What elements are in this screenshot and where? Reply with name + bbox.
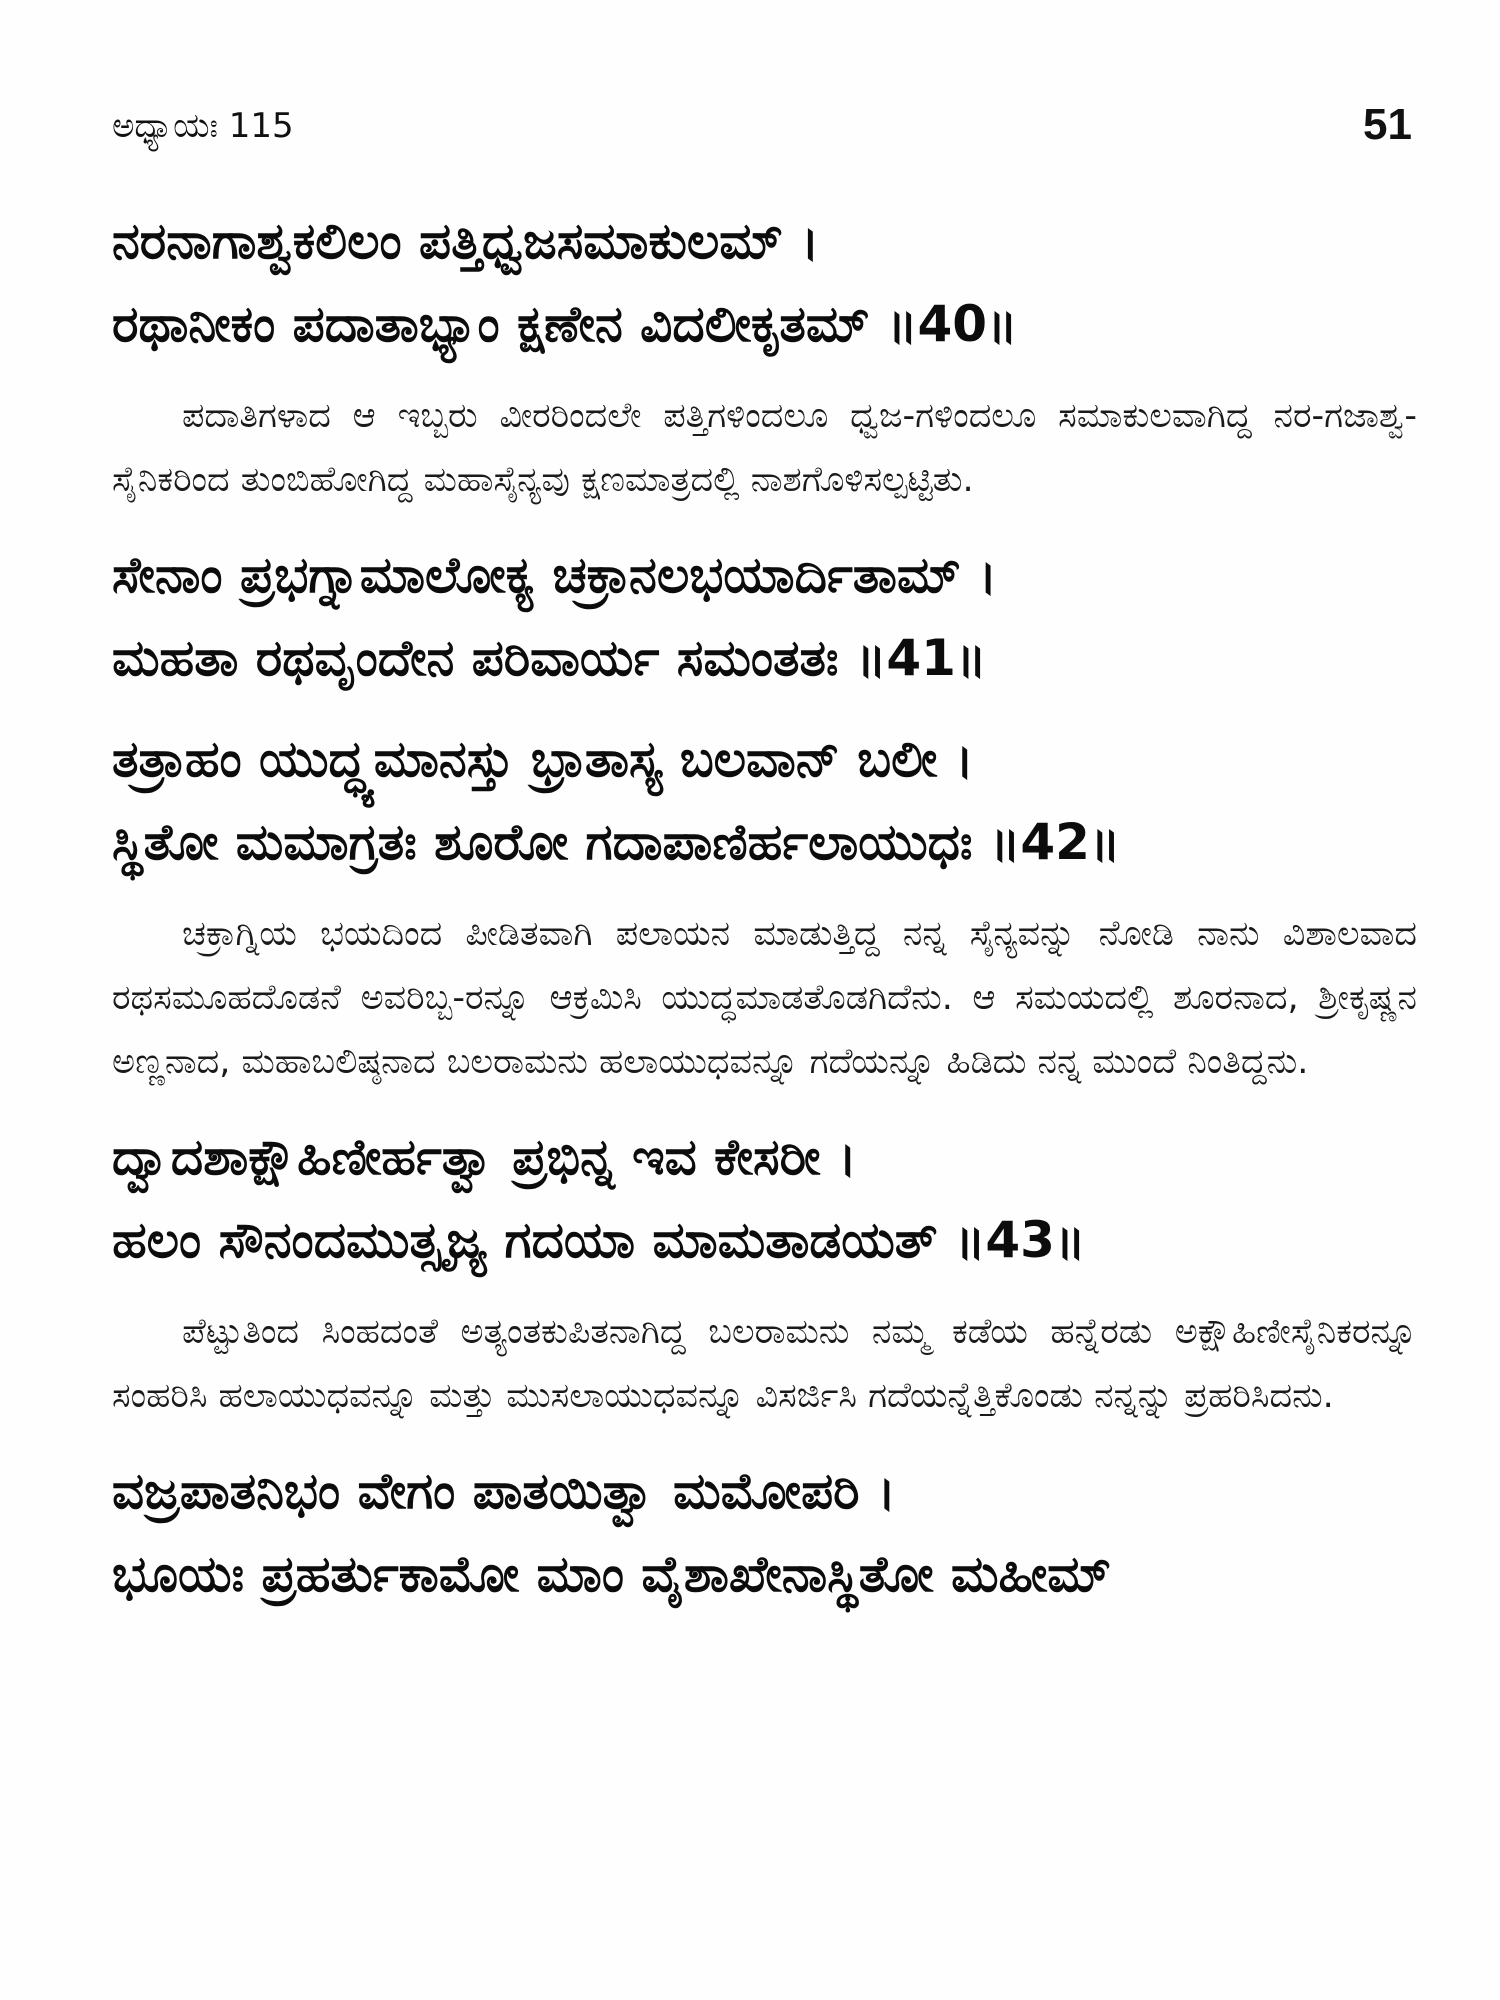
page-number: 51 xyxy=(1363,100,1412,149)
verse-line: ರಥಾನೀಕಂ ಪದಾತಾಭ್ಯಾಂ ಕ್ಷಣೇನ ವಿದಲೀಕೃತಮ್ ॥40॥ xyxy=(112,295,1018,353)
verse-line: ಮಹತಾ ರಥವೃಂದೇನ ಪರಿವಾರ್ಯ ಸಮಂತತಃ ॥41॥ xyxy=(112,629,987,687)
translation-paragraph: ಪದಾತಿಗಳಾದ ಆ ಇಬ್ಬರು ವೀರರಿಂದಲೇ ಪತ್ತಿಗಳಿಂದಲೂ ಧ್ವಜ-ಗಳಿಂದಲೂ ಸಮಾಕುಲವಾಗಿದ್ದ ನರ-ಗಜಾಶ್ವ-ಸೈನಿಕರಿಂದ ತುಂಬಿಹೋಗಿದ್ದ ಮಹಾಸೈನ್ಯವು ಕ್ಷಣಮಾತ್ರದಲ್ಲಿ ನಾಶಗೊಳಿಸಲ್ಪಟ್ಟಿತು. xyxy=(112,396,1417,500)
verse-line: ವಜ್ರಪಾತನಿಭಂ ವೇಗಂ ಪಾತಯಿತ್ವಾ ಮಮೋಪರಿ । xyxy=(112,1462,896,1520)
verse-42 xyxy=(112,718,1417,884)
verse-41 xyxy=(112,534,1417,700)
translation-paragraph: ಚಕ್ರಾಗ್ನಿಯ ಭಯದಿಂದ ಪೀಡಿತವಾಗಿ ಪಲಾಯನ ಮಾಡುತ್ತಿದ್ದ ನನ್ನ ಸೈನ್ಯವನ್ನು ನೋಡಿ ನಾನು ವಿಶಾಲವಾದ ರಥಸಮೂಹದೊಡನೆ ಅವರಿಬ್ಬ-ರನ್ನೂ ಆಕ್ರಮಿಸಿ ಯುದ್ಧಮಾಡತೊಡಗಿದೆನು. ಆ ಸಮಯದಲ್ಲಿ ಶೂರನಾದ, ಶ್ರೀಕೃಷ್ಣನ ಅಣ್ಣನಾದ, ಮಹಾಬಲಿಷ್ಠನಾದ ಬಲರಾಮನು ಹಲಾಯುಧವನ್ನೂ ಗದೆಯನ್ನೂ ಹಿಡಿದು ನನ್ನ ಮುಂದೆ ನಿಂತಿದ್ದನು. xyxy=(112,914,1417,1082)
verse-line: ನರನಾಗಾಶ್ವಕಲಿಲಂ ಪತ್ತಿಧ್ವಜಸಮಾಕುಲಮ್ । xyxy=(112,212,820,270)
page-body xyxy=(112,200,1417,1616)
verse-line: ಹಲಂ ಸೌನಂದಮುತ್ಸೃಜ್ಯ ಗದಯಾ ಮಾಮತಾಡಯತ್ ॥43॥ xyxy=(112,1211,1086,1269)
verse-line: ಸ್ಥಿತೋ ಮಮಾಗ್ರತಃ ಶೂರೋ ಗದಾಪಾಣಿರ್ಹಲಾಯುಧಃ ॥42॥ xyxy=(112,813,1121,871)
verse-line: ಭೂಯಃ ಪ್ರಹರ್ತುಕಾಮೋ ಮಾಂ ವೈಶಾಖೇನಾಸ್ಥಿತೋ ಮಹೀಮ್ xyxy=(112,1545,1112,1603)
verse-40 xyxy=(112,200,1417,366)
translation-paragraph: ಪೆಟ್ಟುತಿಂದ ಸಿಂಹದಂತೆ ಅತ್ಯಂತಕುಪಿತನಾಗಿದ್ದ ಬಲರಾಮನು ನಮ್ಮ ಕಡೆಯ ಹನ್ನೆರಡು ಅಕ್ಷೌಹಿಣೀಸೈನಿಕರನ್ನೂ ಸಂಹರಿಸಿ ಹಲಾಯುಧವನ್ನೂ ಮತ್ತು ಮುಸಲಾಯುಧವನ್ನೂ ವಿಸರ್ಜಿಸಿ ಗದೆಯನ್ನೆತ್ತಿಕೊಂಡು ನನ್ನನ್ನು ಪ್ರಹರಿಸಿದನು. xyxy=(112,1312,1417,1416)
chapter-label: ಅಧ್ಯಾಯಃ 115 xyxy=(112,106,294,146)
running-header xyxy=(112,100,1412,160)
verse-line: ದ್ವಾದಶಾಕ್ಷೌಹಿಣೀರ್ಹತ್ವಾ ಪ್ರಭಿನ್ನ ಇವ ಕೇಸರೀ । xyxy=(112,1128,857,1186)
verse-line: ಸೇನಾಂ ಪ್ರಭಗ್ನಾಮಾಲೋಕ್ಯ ಚಕ್ರಾನಲಭಯಾರ್ದಿತಾಮ್ । xyxy=(112,546,998,604)
verse-line: ತತ್ರಾಹಂ ಯುದ್ಧ್ಯಮಾನಸ್ತು ಭ್ರಾತಾಸ್ಯ ಬಲವಾನ್ ಬಲೀ । xyxy=(112,730,974,788)
verse-43 xyxy=(112,1116,1417,1282)
verse-44 xyxy=(112,1450,1417,1616)
